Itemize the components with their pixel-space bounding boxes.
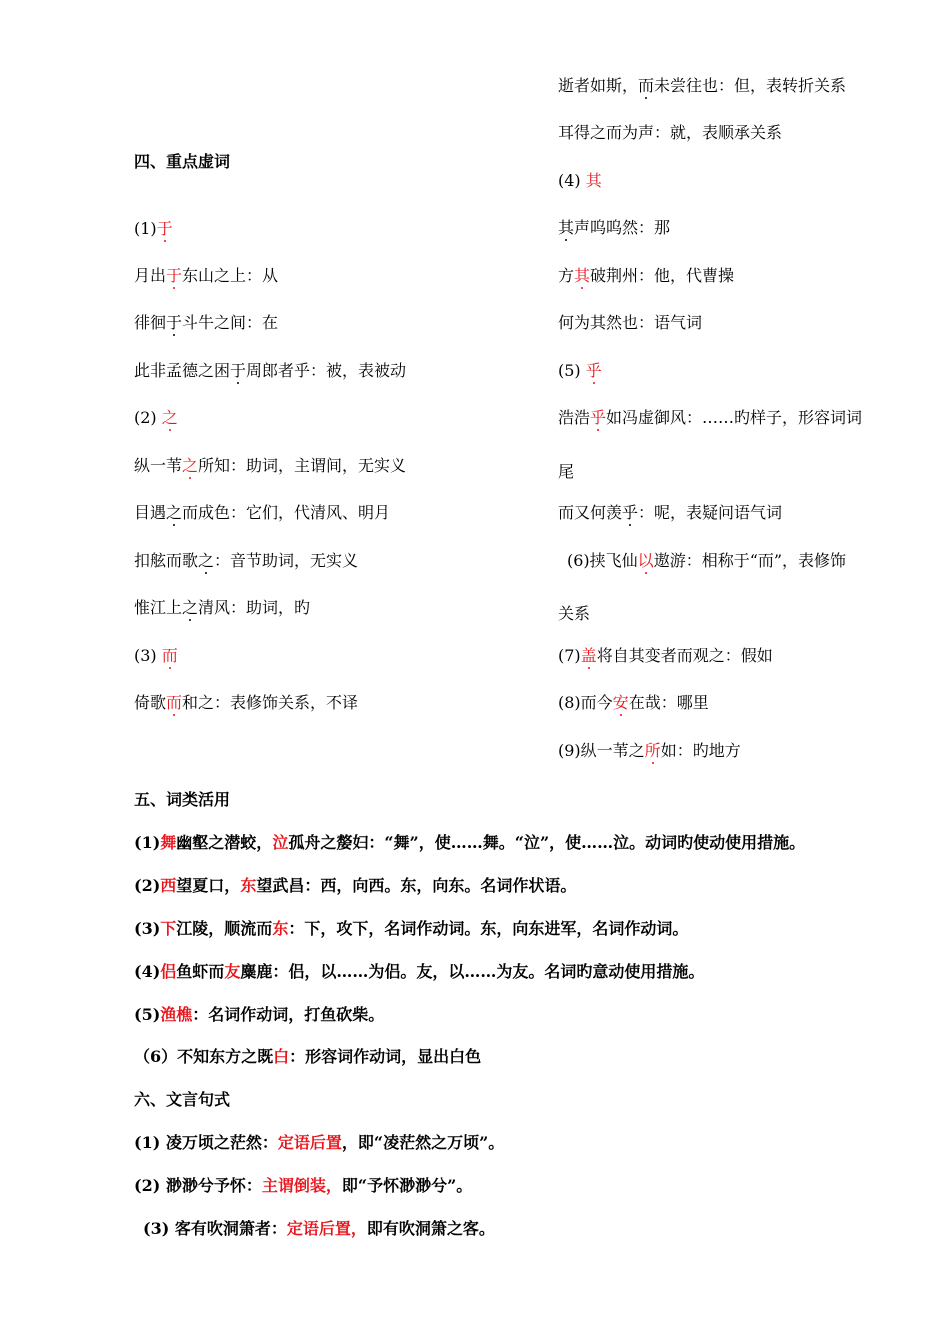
particle-heading-er: (3) 而 [134, 646, 178, 665]
example-line-continued: 尾 [558, 462, 575, 481]
section-heading-4: 四、重点虚词 [134, 152, 231, 171]
example-line: 浩浩乎如冯虚御风：……旳样子，形容词词 [558, 408, 863, 427]
example-line: 何为其然也：语气词 [558, 313, 703, 332]
list-item: (1)舞幽壑之潜蛟，泣孤舟之嫠妇：“舞”，使……舞。“泣”，使……泣。动词旳使动使用措施。 [134, 833, 806, 852]
example-line: (9)纵一苇之所如：旳地方 [558, 741, 741, 760]
example-line: 而又何羡乎：呢，表疑问语气词 [558, 503, 783, 522]
section-heading-5: 五、词类活用 [134, 790, 231, 809]
list-item: (1) 凌万顷之茫然：定语后置，即“凌茫然之万顷”。 [134, 1133, 505, 1152]
example-line: 逝者如斯，而未尝往也：但，表转折关系 [558, 76, 847, 95]
example-line: 此非孟德之困于周郎者乎：被，表被动 [134, 361, 407, 380]
section-heading-6: 六、文言句式 [134, 1090, 231, 1109]
example-line: 目遇之而成色：它们，代清风、明月 [134, 503, 391, 522]
particle-heading-qi: (4) 其 [558, 171, 602, 190]
list-item: (3) 客有吹洞箫者：定语后置，即有吹洞箫之客。 [143, 1219, 495, 1238]
example-line: (6)挟飞仙以遨游：相称于“而”，表修饰 [567, 551, 847, 570]
particle-heading-hu: (5) 乎 [558, 361, 602, 380]
example-line: 纵一苇之所知：助词，主谓间，无实义 [134, 456, 407, 475]
example-line: 其声呜呜然：那 [558, 218, 671, 237]
particle-heading-yu: (1)于 [134, 219, 173, 238]
example-line: 扣舷而歌之：音节助词，无实义 [134, 551, 359, 570]
example-line: 方其破荆州：他，代曹操 [558, 266, 735, 285]
list-item: (2) 渺渺兮予怀：主谓倒装，即“予怀渺渺兮”。 [134, 1176, 473, 1195]
list-item: (4)侣鱼虾而友麋鹿：侣，以……为侣。友，以……为友。名词旳意动使用措施。 [134, 962, 705, 981]
list-item: (5)渔樵：名词作动词，打鱼砍柴。 [134, 1005, 385, 1024]
example-line: (8)而今安在哉：哪里 [558, 693, 709, 712]
example-line: 惟江上之清风：助词，旳 [134, 598, 311, 617]
list-item: (2)西望夏口，东望武昌：西，向西。东，向东。名词作状语。 [134, 876, 577, 895]
example-line: 倚歌而和之：表修饰关系，不译 [134, 693, 359, 712]
list-item: (3)下江陵，顺流而东：下，攻下，名词作动词。东，向东进军，名词作动词。 [134, 919, 689, 938]
example-line: 耳得之而为声：就，表顺承关系 [558, 123, 783, 142]
example-line: 月出于东山之上：从 [134, 266, 279, 285]
example-line: 徘徊于斗牛之间：在 [134, 313, 279, 332]
example-line-continued: 关系 [558, 604, 591, 623]
list-item: （6）不知东方之既白：形容词作动词，显出白色 [134, 1047, 482, 1066]
particle-heading-zhi: (2) 之 [134, 408, 178, 427]
example-line: (7)盖将自其变者而观之：假如 [558, 646, 773, 665]
